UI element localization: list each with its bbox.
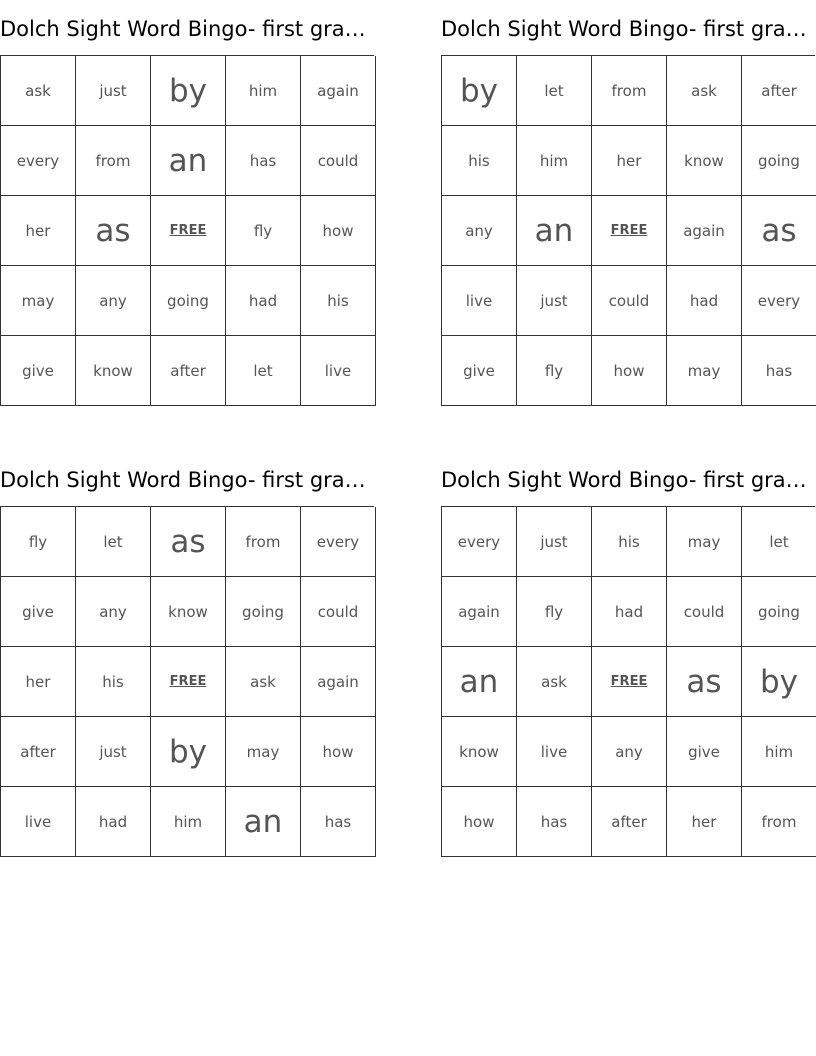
bingo-cell: let (517, 56, 592, 126)
bingo-cell: ask (226, 647, 301, 717)
bingo-cell: has (226, 126, 301, 196)
bingo-cell: after (151, 336, 226, 406)
card-title: Dolch Sight Word Bingo- first gra… (441, 17, 807, 41)
bingo-cell: let (742, 507, 816, 577)
bingo-cell: how (301, 717, 376, 787)
bingo-cell: could (592, 266, 667, 336)
bingo-cell: going (226, 577, 301, 647)
bingo-cell: fly (517, 577, 592, 647)
bingo-cell: from (592, 56, 667, 126)
bingo-cell: could (301, 126, 376, 196)
bingo-cell: just (517, 266, 592, 336)
free-space-cell: FREE (151, 196, 226, 266)
bingo-cell: as (151, 507, 226, 577)
bingo-cell: had (592, 577, 667, 647)
bingo-cell: may (1, 266, 76, 336)
bingo-cell: again (667, 196, 742, 266)
bingo-cell: fly (226, 196, 301, 266)
card-title: Dolch Sight Word Bingo- first gra… (0, 17, 366, 41)
bingo-cell: let (226, 336, 301, 406)
bingo-card-1 (0, 0, 375, 406)
bingo-cell: again (442, 577, 517, 647)
bingo-cell: live (442, 266, 517, 336)
bingo-cell: an (151, 126, 226, 196)
bingo-cell: let (76, 507, 151, 577)
bingo-cell: give (1, 577, 76, 647)
bingo-cell: her (1, 196, 76, 266)
bingo-cell: after (592, 787, 667, 857)
bingo-cell: had (667, 266, 742, 336)
bingo-cell: his (301, 266, 376, 336)
bingo-cell: her (592, 126, 667, 196)
bingo-cell: may (226, 717, 301, 787)
bingo-cell: ask (517, 647, 592, 717)
bingo-cell: any (76, 266, 151, 336)
bingo-cell: him (151, 787, 226, 857)
bingo-cell: know (151, 577, 226, 647)
bingo-cell: has (517, 787, 592, 857)
bingo-cell: as (667, 647, 742, 717)
bingo-cell: his (76, 647, 151, 717)
bingo-cell: again (301, 647, 376, 717)
bingo-cell: going (742, 577, 816, 647)
bingo-cell: know (442, 717, 517, 787)
bingo-cell: how (301, 196, 376, 266)
card-title: Dolch Sight Word Bingo- first gra… (0, 468, 366, 492)
bingo-cell: every (742, 266, 816, 336)
bingo-cell: his (442, 126, 517, 196)
bingo-cell: could (301, 577, 376, 647)
bingo-cell: may (667, 507, 742, 577)
bingo-card-2 (441, 0, 816, 406)
bingo-cell: any (76, 577, 151, 647)
bingo-cell: as (76, 196, 151, 266)
bingo-cell: may (667, 336, 742, 406)
bingo-cell: has (742, 336, 816, 406)
bingo-cell: him (517, 126, 592, 196)
bingo-cell: give (442, 336, 517, 406)
bingo-cell: had (226, 266, 301, 336)
bingo-cell: an (442, 647, 517, 717)
bingo-cell: any (442, 196, 517, 266)
bingo-cell: him (226, 56, 301, 126)
bingo-cell: live (301, 336, 376, 406)
bingo-cell: every (1, 126, 76, 196)
free-space-cell: FREE (592, 196, 667, 266)
bingo-cell: going (742, 126, 816, 196)
bingo-cell: from (76, 126, 151, 196)
bingo-cell: had (76, 787, 151, 857)
bingo-cell: how (442, 787, 517, 857)
bingo-cell: give (1, 336, 76, 406)
bingo-cell: from (226, 507, 301, 577)
bingo-cell: going (151, 266, 226, 336)
bingo-cell: just (76, 717, 151, 787)
bingo-cell: by (151, 56, 226, 126)
bingo-cell: as (742, 196, 816, 266)
bingo-cell: any (592, 717, 667, 787)
bingo-cell: every (301, 507, 376, 577)
bingo-cell: after (742, 56, 816, 126)
bingo-cell: how (592, 336, 667, 406)
bingo-cell: from (742, 787, 816, 857)
bingo-cell: live (517, 717, 592, 787)
bingo-cell: by (742, 647, 816, 717)
bingo-card-4 (441, 451, 816, 857)
bingo-cell: live (1, 787, 76, 857)
bingo-grid (441, 55, 815, 406)
bingo-grid (0, 506, 374, 857)
bingo-card-3 (0, 451, 375, 857)
bingo-cell: just (76, 56, 151, 126)
bingo-cell: fly (1, 507, 76, 577)
bingo-cell: him (742, 717, 816, 787)
bingo-cell: her (1, 647, 76, 717)
bingo-cell: just (517, 507, 592, 577)
bingo-cell: an (226, 787, 301, 857)
bingo-cell: his (592, 507, 667, 577)
bingo-cell: ask (1, 56, 76, 126)
bingo-cell: fly (517, 336, 592, 406)
bingo-cell: an (517, 196, 592, 266)
bingo-cell: after (1, 717, 76, 787)
bingo-cell: know (667, 126, 742, 196)
free-space-cell: FREE (592, 647, 667, 717)
bingo-cell: has (301, 787, 376, 857)
bingo-cell: by (151, 717, 226, 787)
bingo-grid (441, 506, 815, 857)
bingo-cell: give (667, 717, 742, 787)
bingo-cell: again (301, 56, 376, 126)
bingo-cell: by (442, 56, 517, 126)
bingo-cell: her (667, 787, 742, 857)
bingo-cell: know (76, 336, 151, 406)
bingo-cell: ask (667, 56, 742, 126)
card-title: Dolch Sight Word Bingo- first gra… (441, 468, 807, 492)
free-space-cell: FREE (151, 647, 226, 717)
bingo-cell: could (667, 577, 742, 647)
bingo-grid (0, 55, 374, 406)
bingo-cell: every (442, 507, 517, 577)
